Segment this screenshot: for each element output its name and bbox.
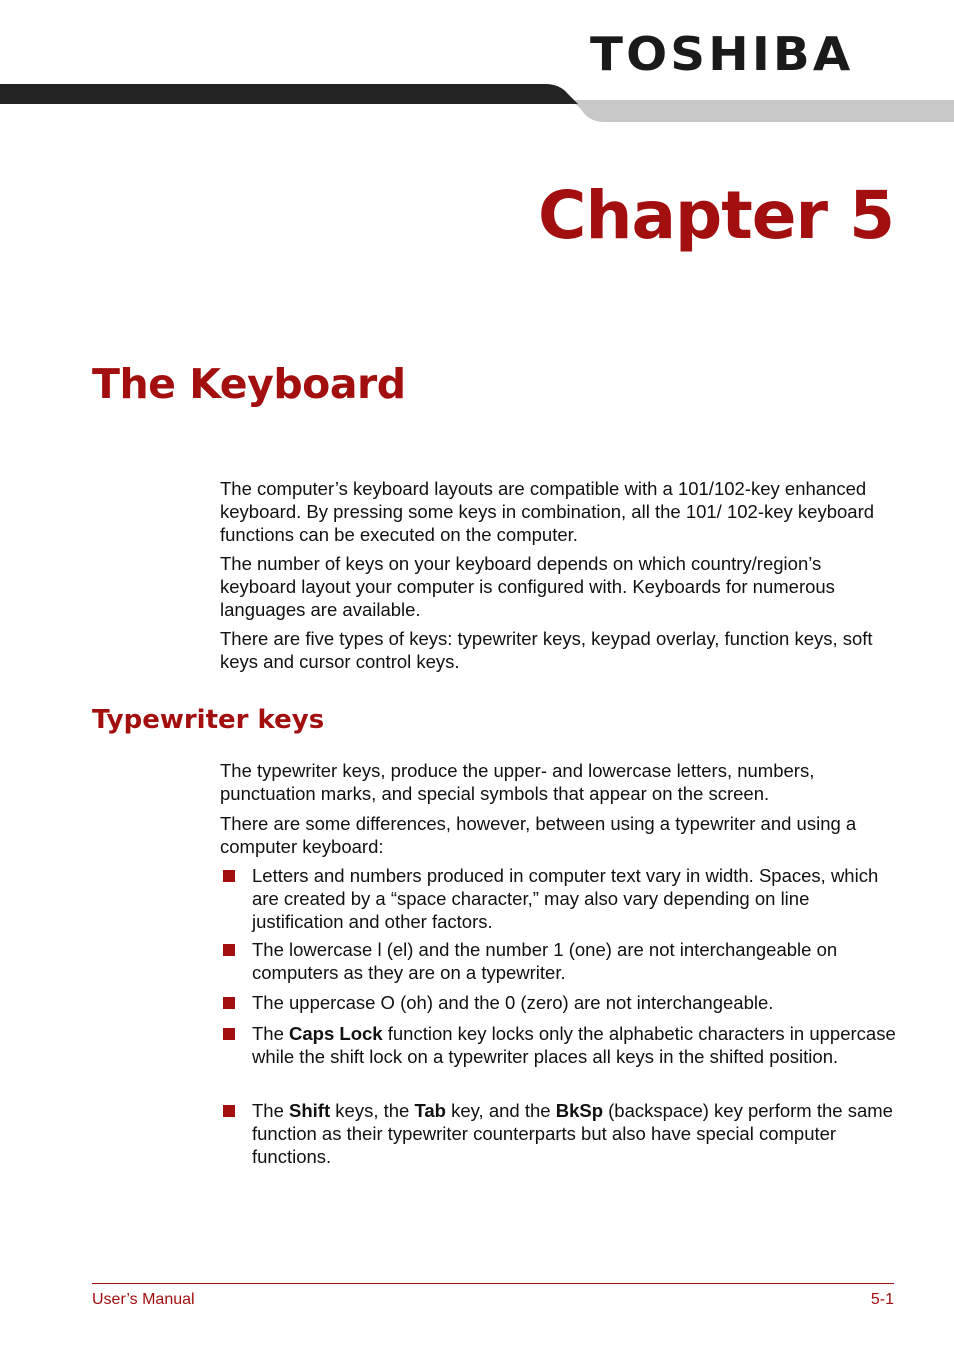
- bullet-square-icon: [223, 1105, 235, 1117]
- subsection-title: Typewriter keys: [92, 705, 325, 735]
- intro-paragraph-2: The number of keys on your keyboard depends on which country/region’s keyboard layout your computer is configured with. Keyboards for numerous languages are available.: [220, 553, 835, 620]
- header-band-dark: [0, 84, 578, 104]
- chapter-title: Chapter 5: [538, 177, 894, 254]
- list-item-text: The uppercase O (oh) and the 0 (zero) are not interchangeable.: [252, 992, 774, 1013]
- shift-key-name: Shift: [289, 1100, 331, 1121]
- caps-lock-key-name: Caps Lock: [289, 1023, 383, 1044]
- bullet-square-icon: [223, 870, 235, 882]
- list-item-text: The lowercase l (el) and the number 1 (one) are not interchangeable on computers as they are on a typewriter.: [252, 939, 838, 983]
- tab-key-name: Tab: [414, 1100, 446, 1121]
- list-item: [220, 991, 900, 1014]
- page-number: 5-1: [870, 1291, 894, 1308]
- list-item-text: The Shift keys, the Tab key, and the BkSp (backspace) key perform the same function as their typewriter counterparts but also have special computer functions.: [252, 1100, 893, 1167]
- list-item: [220, 864, 900, 933]
- intro-paragraph-3: There are five types of keys: typewriter keys, keypad overlay, function keys, soft keys and cursor control keys.: [220, 628, 873, 672]
- list-item-text: The Caps Lock function key locks only the alphabetic characters in uppercase while the shift lock on a typewriter places all keys in the shifted position.: [252, 1023, 896, 1067]
- bullet-square-icon: [223, 1028, 235, 1040]
- list-item-text: Letters and numbers produced in computer text vary in width. Spaces, which are created by a “space character,” may also vary depending on line justification and other factors.: [252, 865, 879, 932]
- list-item: [220, 1099, 900, 1168]
- bullet-square-icon: [223, 997, 235, 1009]
- footer-divider: [92, 1283, 894, 1284]
- footer-manual-title: User’s Manual: [92, 1291, 195, 1308]
- bullet-square-icon: [223, 944, 235, 956]
- section-title: The Keyboard: [92, 360, 406, 408]
- header-band: [0, 84, 954, 124]
- bksp-key-name: BkSp: [555, 1100, 603, 1121]
- typewriter-paragraph-2: There are some differences, however, between using a typewriter and using a computer keyboard:: [220, 813, 857, 857]
- list-item: [220, 938, 900, 984]
- list-item: [220, 1022, 900, 1068]
- intro-paragraph-1: The computer’s keyboard layouts are compatible with a 101/102-key enhanced keyboard. By pressing some keys in combination, all the 101/ 102-key keyboard functions can be executed on the computer.: [220, 478, 875, 545]
- header-band-light: [560, 100, 954, 122]
- typewriter-paragraph-1: The typewriter keys, produce the upper- and lowercase letters, numbers, punctuation marks, and special symbols that appear on the screen.: [220, 760, 815, 804]
- toshiba-logo: TOSHIBA: [590, 27, 854, 81]
